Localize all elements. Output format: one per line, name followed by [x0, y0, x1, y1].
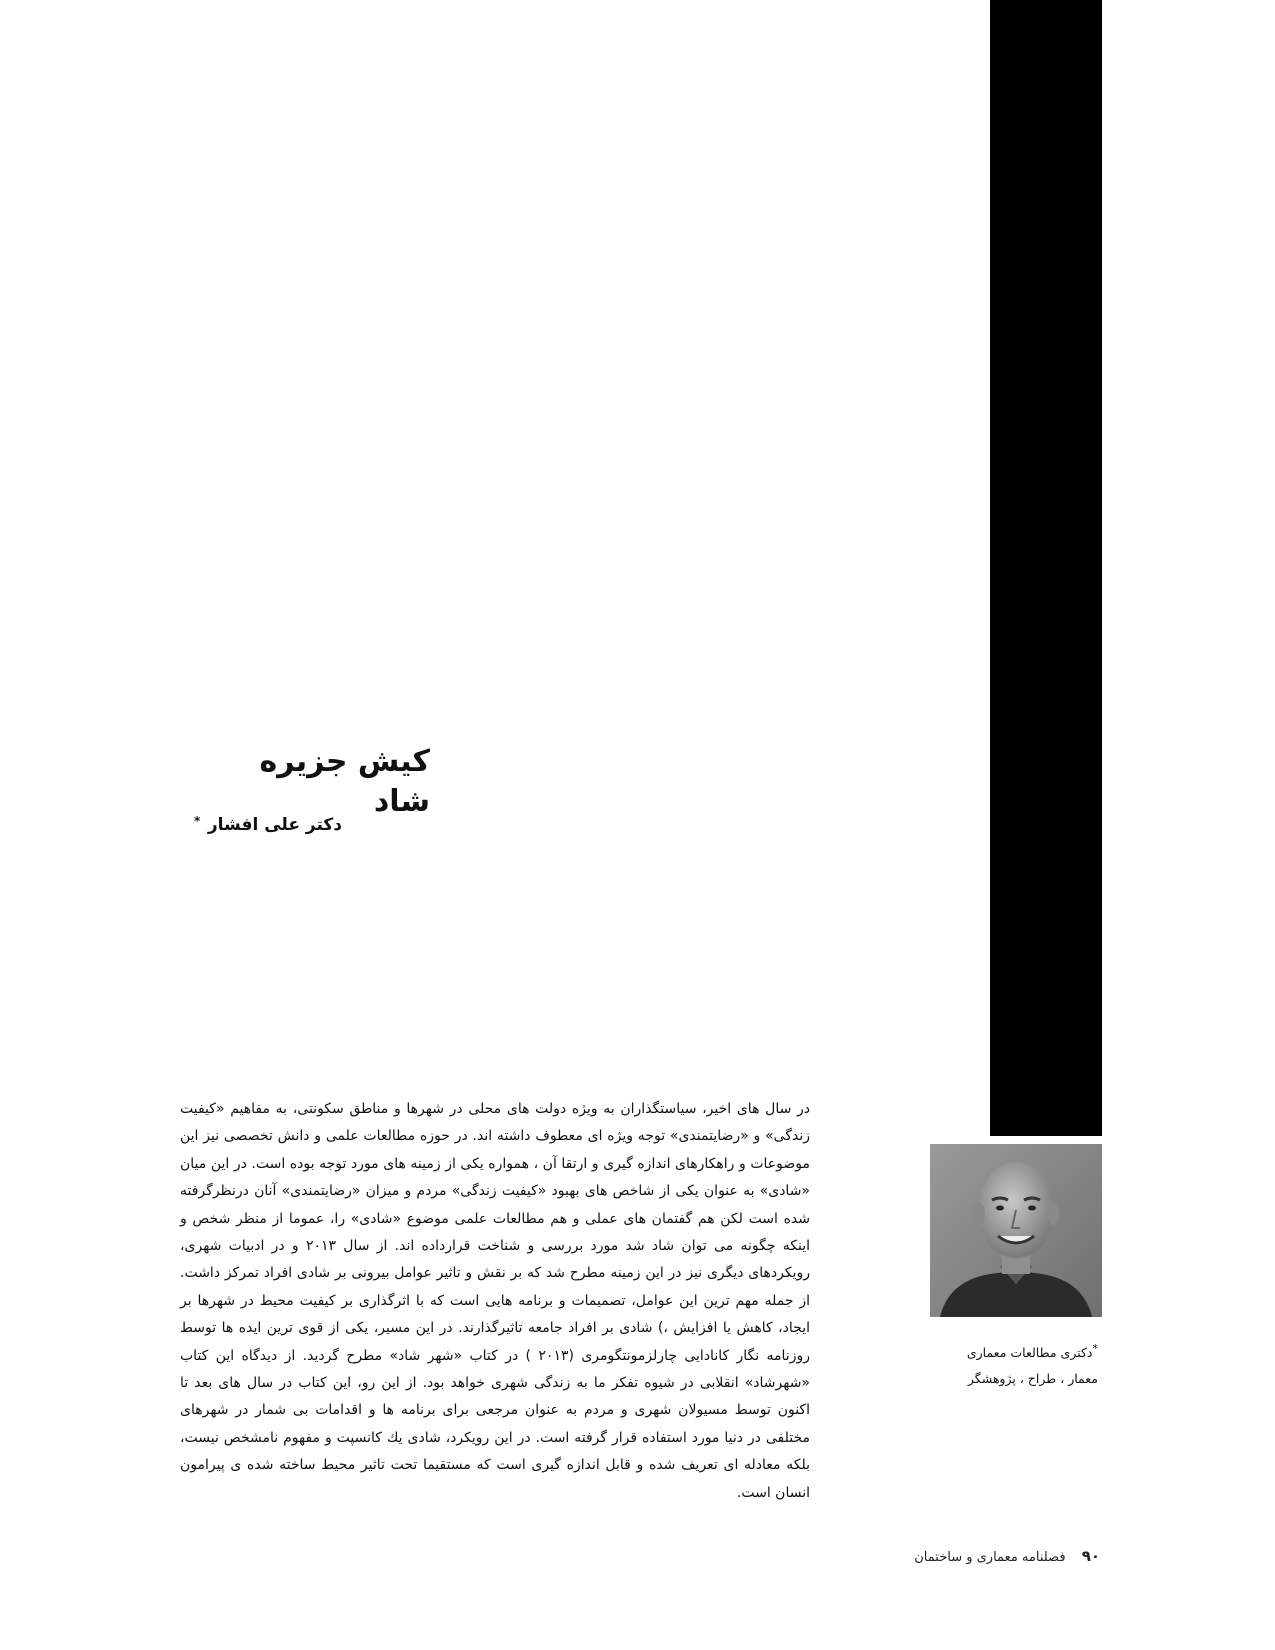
affiliation-line-2: معمار ، طراح ، پژوهشگر	[967, 1371, 1098, 1387]
affiliation-footnote-mark: *	[1092, 1342, 1098, 1355]
article-title: کیش جزیره شاد	[259, 744, 430, 819]
author-footnote-mark: *	[194, 814, 201, 828]
affiliation-line-1	[930, 1336, 1098, 1366]
affiliation-degree: دکتری مطالعات معماری	[966, 1345, 1093, 1361]
page-footer	[900, 1544, 1100, 1570]
author-name: دکتر علی افشار	[207, 815, 342, 835]
author-name-block	[194, 812, 342, 838]
author-affiliation	[930, 1336, 1098, 1392]
author-portrait-icon	[930, 1144, 1102, 1317]
decorative-black-bar	[990, 0, 1102, 1136]
page-number: ۹۰	[1081, 1547, 1100, 1565]
author-photo	[930, 1144, 1102, 1317]
journal-name: فصلنامه معماری و ساختمان	[914, 1550, 1066, 1565]
article-body: در سال های اخیر، سیاستگذاران به ویژه دولت های محلی در شهرها و مناطق سکونتی، به مفاهیم «کیفیت زندگی» و «رضایتمندی» توجه ویژه ای معطوف داشته اند. در حوزه مطالعات علمی و دانش تخصصی نیز این موضوعات و راهکارهای اندازه گیری و ارتقا آن ، همواره یکی از زمینه های مورد توجه بوده است. در این میان «شادی» به عنوان یکی از شاخص های بهبود «کیفیت زندگی» مردم و میزان «رضایتمندی» آنان درنظرگرفته شده است لکن هم گفتمان های عملی و هم مطالعات علمی موضوع «شادی» را، عموما از منظر شخص و اینکه چگونه می توان شاد شد مورد بررسی و شناخت قرارداده اند. از سال ۲۰۱۳ و در ادبیات شهری، رویکردهای دیگری نیز در این زمینه مطرح شد که بر نقش و تاثیر عوامل بیرونی بر شادی افراد تمرکز داشت. از جمله مهم ترین این عوامل، تصمیمات و برنامه هایی است که با اثرگذاری بر کیفیت محیط در شهرها بر ایجاد، کاهش یا افزایش ،) شادی بر افراد جامعه تاثیرگذارند. در این مسیر، یکی از قوی ترین ایده ها توسط روزنامه نگار کانادایی چارلزمونتگومری (۲۰۱۳ ) در کتاب «شهر شاد» مطرح گردید. از دیدگاه این کتاب «شهرشاد» انقلابی در شیوه تفکر ما به زندگی شهری خواهد بود. از این رو، این کتاب در سال های بعد تا اکنون توسط مسیولان شهری و مردم به عنوان مرجعی برای برنامه ها و اقدامات بی شمار در شهرهای مختلفی در دنیا مورد استفاده قرار گرفته است. در این رویکرد، شادی یك کانسپت و مفهوم نامشخص نیست، بلکه معادله ای تعریف شده و قابل اندازه گیری است که مستقیما تحت تاثیر محیط ساخته شده ی پیرامون انسان است.	[180, 1101, 810, 1501]
